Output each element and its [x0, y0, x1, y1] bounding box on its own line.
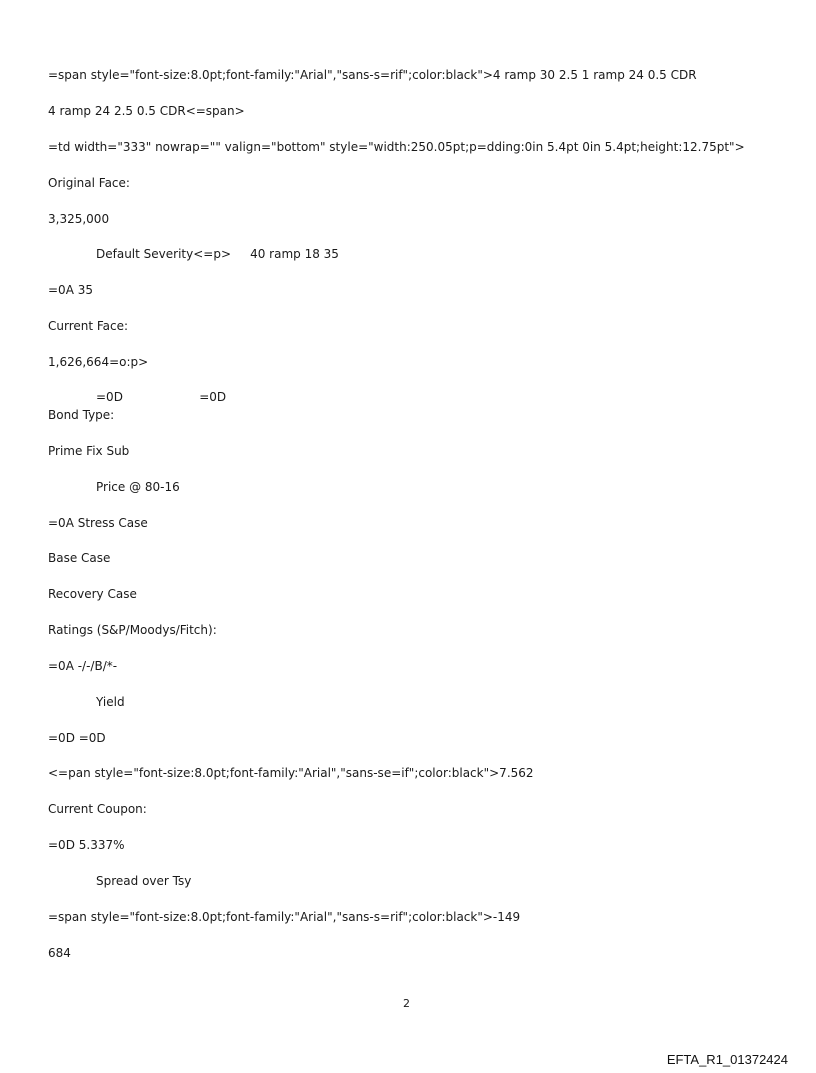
page-number: 2 [403, 997, 410, 1010]
text-line: 3,325,000 [48, 212, 110, 226]
text-line: =0A 35 [48, 283, 93, 297]
text-line: =span style="font-size:8.0pt;font-family:"Arial","sans-s=rif";color:black">-149 [48, 910, 521, 924]
text-line: Recovery Case [48, 587, 137, 601]
text-line: Ratings (S&P/Moodys/Fitch): [48, 623, 217, 637]
text-line: =0D =0D [96, 390, 227, 404]
text-line: Base Case [48, 551, 111, 565]
text-line: Prime Fix Sub [48, 444, 130, 458]
text-line: =0A Stress Case [48, 516, 148, 530]
text-line: =td width="333" nowrap="" valign="bottom" style="width:250.05pt;p=dding:0in 5.4pt 0in 5.4pt;height:12.75pt"> [48, 140, 745, 154]
text-line: 684 [48, 946, 71, 960]
text-line: Bond Type: [48, 408, 115, 422]
text-line: =0D =0D [48, 731, 106, 745]
text-line: 4 ramp 24 2.5 0.5 CDR<=span> [48, 104, 245, 118]
text-line: Current Face: [48, 319, 129, 333]
text-line: =span style="font-size:8.0pt;font-family:"Arial","sans-s=rif";color:black">4 ramp 30 2.5 1 ramp 24 0.5 CDR [48, 68, 697, 82]
text-line: Default Severity<=p> 40 ramp 18 35 [96, 247, 339, 261]
text-line: 1,626,664=o:p> [48, 355, 149, 369]
text-line: Current Coupon: [48, 802, 147, 816]
document-id-footer: EFTA_R1_01372424 [666, 1052, 788, 1067]
text-line: Original Face: [48, 176, 130, 190]
text-line: Price @ 80-16 [96, 480, 180, 494]
text-line: <=pan style="font-size:8.0pt;font-family:"Arial","sans-se=if";color:black">7.562 [48, 766, 534, 780]
text-line: Spread over Tsy [96, 874, 192, 888]
text-line: =0A -/-/B/*- [48, 659, 118, 673]
text-line: =0D 5.337% [48, 838, 125, 852]
text-line: Yield [96, 695, 125, 709]
